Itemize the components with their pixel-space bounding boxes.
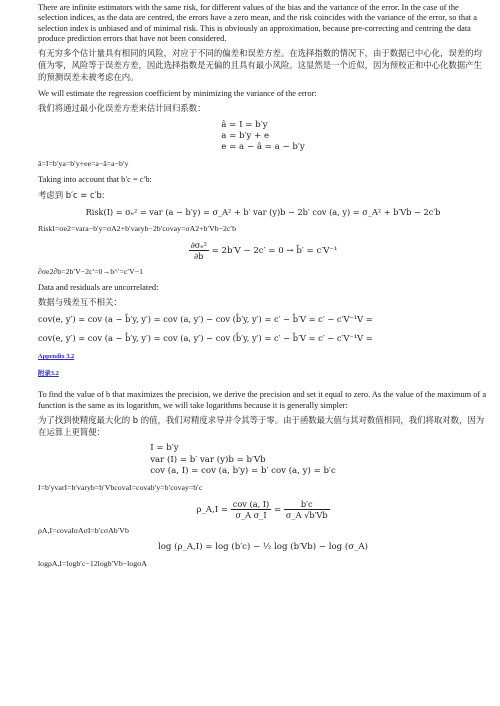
appendix-link[interactable]: Appendix 3.2 [38, 353, 75, 361]
paragraph-precision: To find the value of b that maximizes the precision, we derive the precision and set it equal to zero. As the value of the maximum of a function is the same as its logarithm, we will take logarithms because it is generally simpler: [38, 390, 487, 410]
paragraph-risk-zh: 有无穷多个估计量具有相同的风险，对应于不同的偏差和误差方差。在选择指数的情况下，由于数据已中心化，误差的均值为零，风险等于误差方差，因此选择指数是无偏的且具有最小风险。这显然是一个近似，因为预校正和中心化数据产生的预测误差未被考虑在内。 [38, 48, 482, 82]
equation-line: cov (a, I) = cov (a, b′y) = b′ cov (a, y) = b′c [150, 465, 336, 476]
equation-line: e = a − â = a − b′y [221, 142, 305, 153]
equation-line: â = I = b′y [221, 119, 268, 130]
equation-derivative: $\frac{\text{∂σₑ²}}{\partial b}$ = 2b′V − 2c′ = 0 → b̂′ = c′V⁻¹ [190, 239, 338, 261]
equation-raw-text: â=I=b′ya=b′y+ee=a−â=a−b′y [38, 159, 129, 169]
equation-log-correlation: log (ρ_A,I) = log (b′c) − ½ log (b′Vb) − log (σ_A) [158, 542, 368, 553]
equation-correlation: ρ_A,I = $\frac{\text{cov (a, I)}}{\text{σ\_A σ\_I}}$ = $\frac{b'c}{\sigma\_A √b'Vb}$ [196, 499, 328, 521]
paragraph-precision-zh: 为了找到使精度最大化的 b 的值，我们对精度求导并令其等于零。由于函数最大值与其对数值相同，我们将取对数，因为在运算上更简便： [38, 414, 485, 437]
equation-raw-text: ∂σe2∂b=2b′V−2c′=0→b^′=c′V−1 [38, 266, 144, 276]
equation-raw-text: RiskI=σe2=vara−b′y=σA2+b′varyb−2b′covay=σA2+b′Vb−2c′b [38, 223, 236, 233]
equation-line: I = b′y [150, 443, 179, 454]
paragraph-risk: There are infinite estimators with the same risk, for different values of the bias and the variance of the error. In the case of the selection indices, as the data are centred, the errors have a zero mean, and the risk coincides with the variance of the error, so that a selection index is unbiased and of minimal risk. This is obviously an approximation, because pre-correcting and centring the data produce prediction errors that have not been considered. [38, 3, 477, 43]
paragraph-uncorrelated: Data and residuals are uncorrelated: [38, 282, 159, 292]
equation-index-variance [38, 443, 488, 477]
paragraph-taking-into-account-zh: 考虑到 b′c = c′b: [38, 189, 105, 200]
paragraph-taking-into-account: Taking into account that b′c = c′b: [38, 175, 152, 185]
equation-covariance: cov(e, y′) = cov (a − b̂′y, y′) = cov (a, y′) − cov (b̂′y, y′) = c′ − b̂′V = c′ − c′V⁻¹V = [38, 314, 373, 325]
equation-risk: Risk(I) = σₑ² = var (a − b′y) = σ_A² + b′ var (y)b − 2b′ cov (a, y) = σ_A² + b′Vb − 2c′b [85, 206, 441, 217]
paragraph-uncorrelated-zh: 数据与残差互不相关： [38, 297, 122, 308]
equation-covariance-repeat: cov(e, y′) = cov (a − b̂′y, y′) = cov (a, y′) − cov (b̂′y, y′) = c′ − b̂′V = c′ − c′V⁻¹V = [38, 333, 373, 344]
equation-raw-text: logρA,I=logb′c−12logb′Vb−logσA [38, 559, 147, 569]
fraction: $\frac{b'c}{\sigma\_A √b'Vb}$ [285, 499, 328, 521]
fraction: $\frac{\text{∂σₑ²}}{\partial b}$ [190, 239, 207, 261]
paragraph-estimate-zh: 我们将通过最小化误差方差来估计回归系数： [38, 102, 206, 113]
appendix-link-zh[interactable]: 附录3.2 [38, 370, 59, 378]
equation-line: a = b′y + e [221, 131, 270, 142]
equation-raw-text: I=b′yvarI=b′varyb=b′VbcovaI=covab′y=b′covay=b′c [38, 483, 203, 493]
paragraph-estimate: We will estimate the regression coefficient by minimizing the variance of the error: [38, 88, 317, 98]
equation-line: var (I) = b′ var (y)b = b′Vb [150, 454, 266, 465]
equation-estimator-system [38, 120, 488, 154]
equation-raw-text: ρA,I=covaIσAσI=b′cσAb′Vb [38, 526, 129, 536]
fraction: $\frac{\text{cov (a, I)}}{\text{σ\_A σ\_I}}$ [232, 499, 270, 521]
